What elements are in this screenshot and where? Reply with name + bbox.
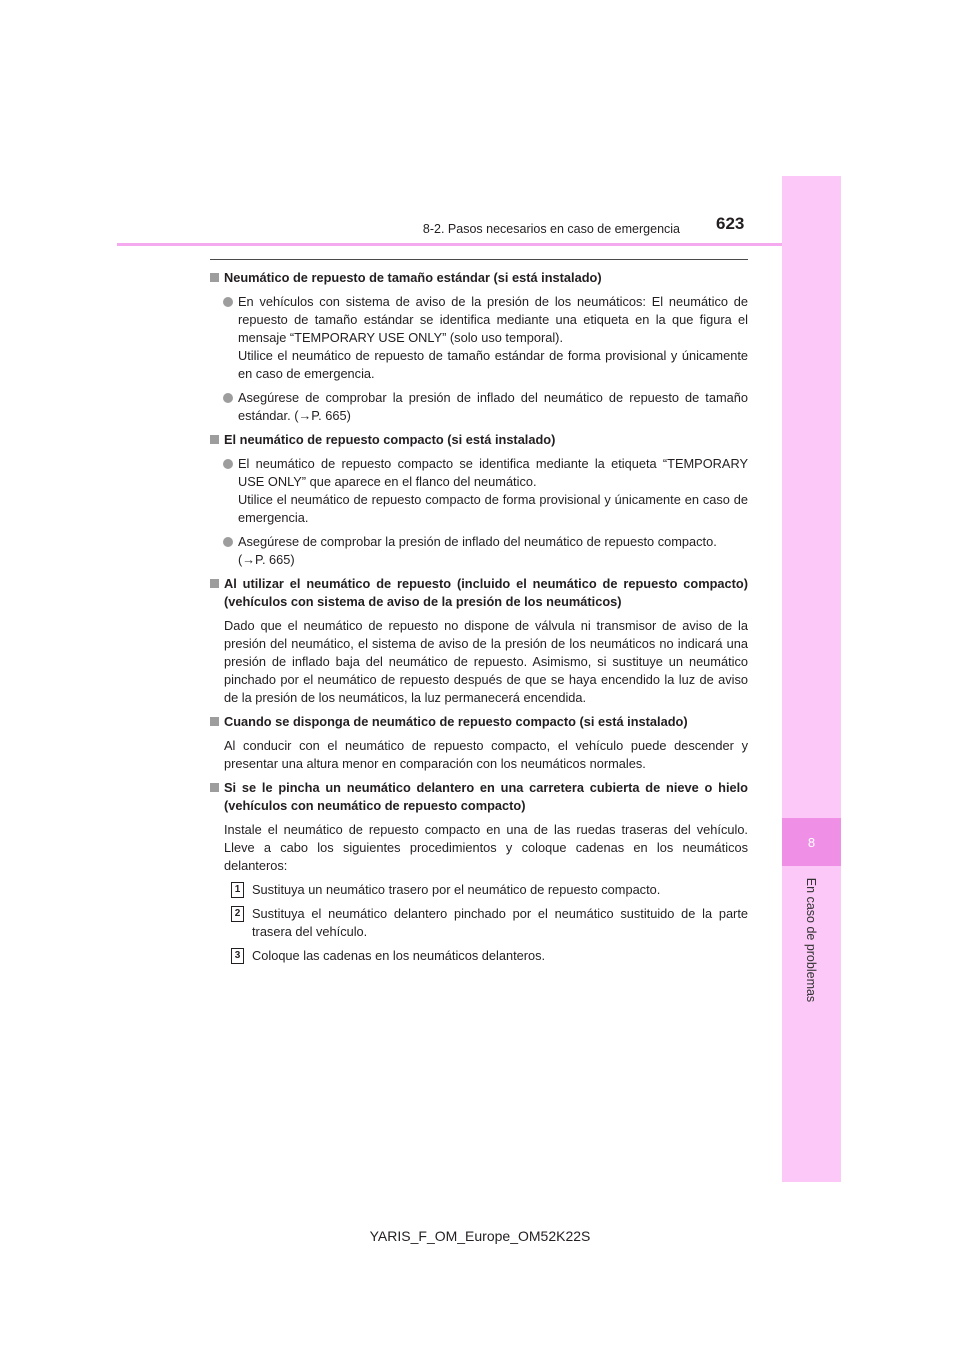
page-reference-link[interactable]: (→P. 665) xyxy=(238,552,295,567)
bullet-text: En vehículos con sistema de aviso de la presión de los neumáticos: El neumático de repuesto de tamaño estándar se identifica mediante una etiqueta en la que figura el mensaje “TEMPORARY USE ONLY” (solo uso temporal). xyxy=(238,294,748,345)
page-reference-link[interactable]: →P. 665) xyxy=(298,408,351,423)
square-bullet-icon xyxy=(210,435,219,444)
round-bullet-icon xyxy=(223,297,233,307)
content-top-rule xyxy=(210,259,748,260)
heading-text: Al utilizar el neumático de repuesto (incluido el neumático de repuesto compacto) (vehículos con sistema de aviso de la presión de los neumáticos) xyxy=(224,576,748,609)
step-item xyxy=(210,947,748,965)
step-text: Coloque las cadenas en los neumáticos delanteros. xyxy=(252,948,546,963)
paragraph: Dado que el neumático de repuesto no dispone de válvula ni transmisor de aviso de la presión del neumático, el sistema de aviso de la presión de los neumáticos no indicará una presión de inflado baja del neumático de repuesto. Asimismo, si sustituye un neumático pinchado por el neumático de repuesto después de que se haya encendido la luz de aviso de la presión de los neumáticos, la luz permanecerá encendida. xyxy=(224,618,748,705)
round-bullet-icon xyxy=(223,537,233,547)
bullet-text: Asegúrese de comprobar la presión de inflado del neumático de repuesto compacto. xyxy=(238,534,717,549)
step-item xyxy=(210,905,748,941)
square-bullet-icon xyxy=(210,783,219,792)
page-content xyxy=(210,266,748,971)
chapter-label xyxy=(784,870,839,1010)
chapter-label-text: En caso de problemas xyxy=(804,877,819,1003)
square-bullet-icon xyxy=(210,273,219,282)
step-number: 2 xyxy=(231,906,244,922)
chapter-side-tab xyxy=(782,176,841,1182)
bullet-item xyxy=(210,293,748,383)
heading-text: El neumático de repuesto compacto (si está instalado) xyxy=(224,432,556,447)
bullet-item xyxy=(210,389,748,425)
bullet-item xyxy=(210,455,748,527)
heading-text: Neumático de repuesto de tamaño estándar (si está instalado) xyxy=(224,270,602,285)
round-bullet-icon xyxy=(223,393,233,403)
square-bullet-icon xyxy=(210,717,219,726)
paragraph: Instale el neumático de repuesto compacto en una de las ruedas traseras del vehículo. Lleve a cabo los siguientes procedimientos y coloque cadenas en los neumáticos delanteros: xyxy=(224,822,748,873)
bullet-text: Asegúrese de comprobar la presión de inflado del neumático de repuesto de tamaño estándar. ( xyxy=(238,390,748,423)
section-heading xyxy=(210,713,748,731)
step-item xyxy=(210,881,748,899)
bullet-text: Utilice el neumático de repuesto compacto de forma provisional y únicamente en caso de emergencia. xyxy=(238,492,748,525)
document-code: YARIS_F_OM_Europe_OM52K22S xyxy=(369,1228,591,1244)
step-text: Sustituya un neumático trasero por el neumático de repuesto compacto. xyxy=(252,882,661,897)
section-heading xyxy=(210,779,748,815)
heading-text: Si se le pincha un neumático delantero en una carretera cubierta de nieve o hielo (vehículos con neumático de repuesto compacto) xyxy=(224,780,748,813)
step-number: 1 xyxy=(231,882,244,898)
bullet-text: Utilice el neumático de repuesto de tamaño estándar de forma provisional y únicamente en caso de emergencia. xyxy=(238,348,748,381)
step-text: Sustituya el neumático delantero pinchado por el neumático sustituido de la parte trasera del vehículo. xyxy=(252,906,748,939)
section-heading xyxy=(210,575,748,611)
square-bullet-icon xyxy=(210,579,219,588)
section-heading xyxy=(210,269,748,287)
bullet-text: El neumático de repuesto compacto se identifica mediante la etiqueta “TEMPORARY USE ONLY” que aparece en el flanco del neumático. xyxy=(238,456,748,489)
paragraph: Al conducir con el neumático de repuesto compacto, el vehículo puede descender y presentar una altura menor en comparación con los neumáticos normales. xyxy=(224,738,748,771)
heading-text: Cuando se disponga de neumático de repuesto compacto (si está instalado) xyxy=(224,714,688,729)
step-number: 3 xyxy=(231,948,244,964)
bullet-item xyxy=(210,533,748,569)
round-bullet-icon xyxy=(223,459,233,469)
section-heading xyxy=(210,431,748,449)
chapter-number: 8 xyxy=(807,834,816,850)
header-divider xyxy=(117,243,782,246)
page-number: 623 xyxy=(716,214,745,233)
section-title: 8-2. Pasos necesarios en caso de emergencia xyxy=(422,222,680,236)
